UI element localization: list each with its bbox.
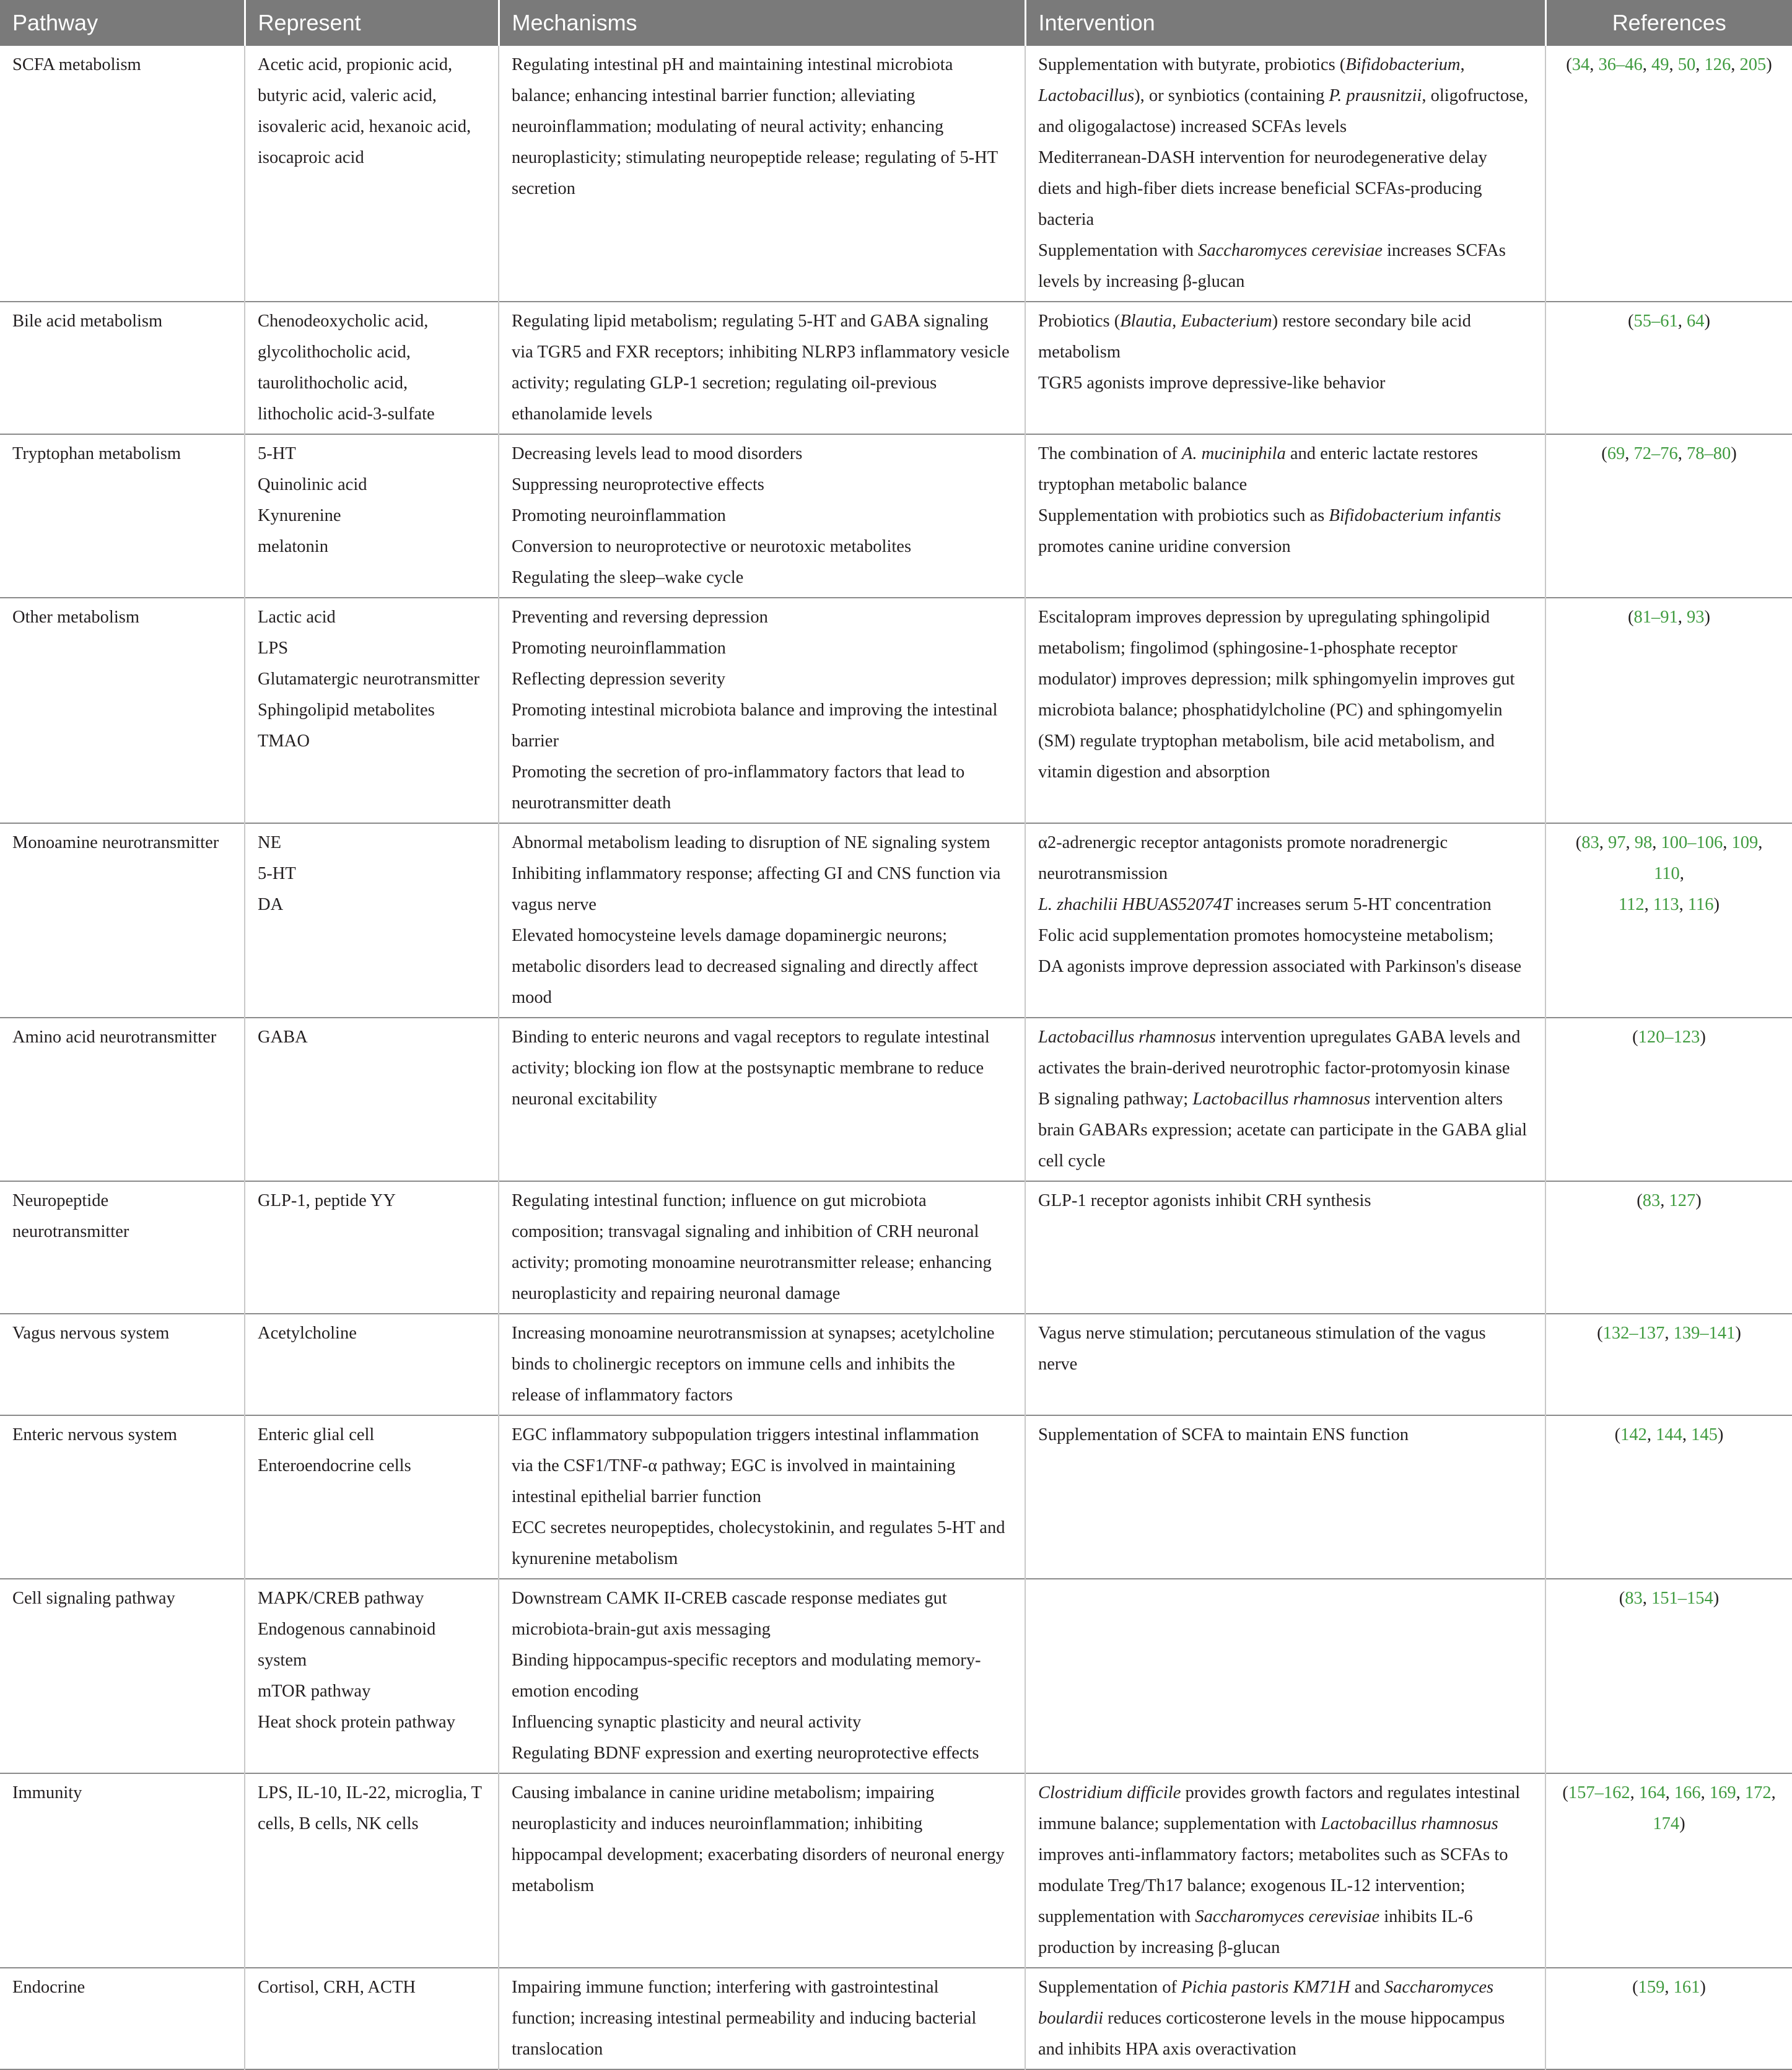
pathway-line: Immunity xyxy=(12,1783,82,1802)
table-row xyxy=(0,1018,1792,1181)
cell-references xyxy=(1545,434,1792,598)
represent-line: melatonin xyxy=(258,537,328,556)
cell-references xyxy=(1545,302,1792,434)
pathway-line: Bile acid metabolism xyxy=(12,312,163,331)
cell-represent xyxy=(245,1579,499,1773)
intervention-line: Supplementation of Pichia pastoris KM71H and Saccharomyces xyxy=(1038,1978,1494,1997)
intervention-line: improves anti-inflammatory factors; metabolites such as SCFAs to xyxy=(1038,1845,1508,1864)
represent-line: Cortisol, CRH, ACTH xyxy=(258,1978,416,1997)
cell-mechanisms xyxy=(499,1579,1025,1773)
intervention-line: bacteria xyxy=(1038,210,1095,229)
references-line: (55–61, 64) xyxy=(1628,312,1710,331)
mechanisms-line: Promoting neuroinflammation xyxy=(512,506,726,525)
references-line: (120–123) xyxy=(1632,1028,1706,1047)
table-row xyxy=(0,1181,1792,1314)
represent-line: Lactic acid xyxy=(258,608,336,627)
intervention-line: Mediterranean-DASH intervention for neurodegenerative delay xyxy=(1038,148,1487,167)
mechanisms-line: kynurenine metabolism xyxy=(512,1549,678,1568)
header-represent: Represent xyxy=(245,0,499,46)
mechanisms-line: Influencing synaptic plasticity and neural activity xyxy=(512,1713,862,1732)
mechanisms-line: neuroplasticity and induces neuroinflammation; inhibiting xyxy=(512,1814,923,1833)
represent-line: Kynurenine xyxy=(258,506,341,525)
references-line: (159, 161) xyxy=(1632,1978,1706,1997)
cell-references xyxy=(1545,1415,1792,1579)
intervention-line: metabolism; fingolimod (sphingosine-1-phosphate receptor xyxy=(1038,639,1458,658)
intervention-line: supplementation with Saccharomyces cerevisiae inhibits IL-6 xyxy=(1038,1907,1473,1926)
header-mechanisms: Mechanisms xyxy=(499,0,1025,46)
represent-line: Acetylcholine xyxy=(258,1324,357,1343)
pathway-line: Tryptophan metabolism xyxy=(12,444,181,463)
represent-line: taurolithocholic acid, xyxy=(258,373,408,393)
references-line: 174) xyxy=(1653,1814,1685,1833)
intervention-line: vitamin digestion and absorption xyxy=(1038,762,1270,782)
represent-line: Chenodeoxycholic acid, xyxy=(258,312,429,331)
intervention-line: production by increasing β-glucan xyxy=(1038,1938,1280,1957)
mechanisms-line: intestinal epithelial barrier function xyxy=(512,1487,761,1506)
intervention-line: Clostridium difficile provides growth factors and regulates intestinal xyxy=(1038,1783,1521,1802)
references-line: (142, 144, 145) xyxy=(1614,1425,1724,1444)
mechanisms-line: Downstream CAMK II-CREB cascade response mediates gut xyxy=(512,1589,947,1608)
table-row xyxy=(0,1579,1792,1773)
mechanisms-line: activity; blocking ion flow at the postsynaptic membrane to reduce xyxy=(512,1059,984,1078)
represent-line: LPS, IL-10, IL-22, microglia, T xyxy=(258,1783,482,1802)
cell-represent xyxy=(245,1181,499,1314)
represent-line: Glutamatergic neurotransmitter xyxy=(258,670,479,689)
table-row xyxy=(0,1773,1792,1968)
table-body xyxy=(0,46,1792,2069)
header-references: References xyxy=(1545,0,1792,46)
cell-mechanisms xyxy=(499,823,1025,1018)
cell-pathway xyxy=(0,46,245,302)
mechanisms-line: Impairing immune function; interfering with gastrointestinal xyxy=(512,1978,939,1997)
references-line: (34, 36–46, 49, 50, 126, 205) xyxy=(1566,55,1772,74)
intervention-line: levels by increasing β-glucan xyxy=(1038,272,1245,291)
represent-line: GLP-1, peptide YY xyxy=(258,1191,396,1210)
table-row xyxy=(0,1314,1792,1415)
table-row xyxy=(0,302,1792,434)
references-line: (81–91, 93) xyxy=(1628,608,1710,627)
cell-mechanisms xyxy=(499,1773,1025,1968)
cell-pathway xyxy=(0,598,245,823)
intervention-line: diets and high-fiber diets increase beneficial SCFAs-producing xyxy=(1038,179,1482,198)
mechanisms-line: Reflecting depression severity xyxy=(512,670,726,689)
cell-references xyxy=(1545,1773,1792,1968)
pathway-line: Vagus nervous system xyxy=(12,1324,170,1343)
cell-intervention xyxy=(1025,1579,1545,1773)
table-row xyxy=(0,434,1792,598)
mechanisms-line: ethanolamide levels xyxy=(512,404,653,424)
intervention-line: metabolism xyxy=(1038,343,1121,362)
represent-line: lithocholic acid-3-sulfate xyxy=(258,404,435,424)
mechanisms-line: via the CSF1/TNF-α pathway; EGC is involved in maintaining xyxy=(512,1456,956,1475)
cell-represent xyxy=(245,1773,499,1968)
intervention-line: Supplementation with butyrate, probiotics (Bifidobacterium, xyxy=(1038,55,1465,74)
intervention-line: immune balance; supplementation with Lactobacillus rhamnosus xyxy=(1038,1814,1498,1833)
intervention-line: GLP-1 receptor agonists inhibit CRH synthesis xyxy=(1038,1191,1371,1210)
mechanisms-line: activity; regulating GLP-1 secretion; regulating oil-previous xyxy=(512,373,937,393)
cell-mechanisms xyxy=(499,1415,1025,1579)
cell-pathway xyxy=(0,1579,245,1773)
intervention-line: promotes canine uridine conversion xyxy=(1038,537,1291,556)
table-row xyxy=(0,598,1792,823)
cell-intervention xyxy=(1025,434,1545,598)
cell-references xyxy=(1545,598,1792,823)
intervention-line: Lactobacillus rhamnosus intervention upregulates GABA levels and xyxy=(1038,1028,1521,1047)
represent-line: LPS xyxy=(258,639,289,658)
cell-intervention xyxy=(1025,302,1545,434)
mechanisms-line: Regulating the sleep–wake cycle xyxy=(512,568,744,587)
intervention-line: Supplementation of SCFA to maintain ENS function xyxy=(1038,1425,1409,1444)
mechanisms-line: balance; enhancing intestinal barrier function; alleviating xyxy=(512,86,916,105)
mechanisms-line: Regulating lipid metabolism; regulating 5-HT and GABA signaling xyxy=(512,312,989,331)
represent-line: cells, B cells, NK cells xyxy=(258,1814,419,1833)
intervention-line: Escitalopram improves depression by upregulating sphingolipid xyxy=(1038,608,1490,627)
represent-line: butyric acid, valeric acid, xyxy=(258,86,437,105)
cell-mechanisms xyxy=(499,434,1025,598)
cell-pathway xyxy=(0,302,245,434)
intervention-line: The combination of A. muciniphila and enteric lactate restores xyxy=(1038,444,1478,463)
header-intervention: Intervention xyxy=(1025,0,1545,46)
mechanisms-line: Preventing and reversing depression xyxy=(512,608,768,627)
cell-mechanisms xyxy=(499,1181,1025,1314)
mechanisms-line: neuroplasticity and repairing neuronal damage xyxy=(512,1284,841,1303)
cell-intervention xyxy=(1025,1415,1545,1579)
intervention-line: Supplementation with Saccharomyces cerevisiae increases SCFAs xyxy=(1038,241,1506,260)
pathway-line: Cell signaling pathway xyxy=(12,1589,175,1608)
mechanisms-line: metabolism xyxy=(512,1876,594,1895)
cell-pathway xyxy=(0,1968,245,2069)
cell-represent xyxy=(245,434,499,598)
cell-represent xyxy=(245,1415,499,1579)
cell-references xyxy=(1545,823,1792,1018)
mechanisms-line: Decreasing levels lead to mood disorders xyxy=(512,444,803,463)
intervention-line: (SM) regulate tryptophan metabolism, bile acid metabolism, and xyxy=(1038,731,1495,751)
mechanisms-line: Inhibiting inflammatory response; affecting GI and CNS function via xyxy=(512,864,1001,883)
references-line: (69, 72–76, 78–80) xyxy=(1601,444,1737,463)
cell-pathway xyxy=(0,823,245,1018)
cell-mechanisms xyxy=(499,46,1025,302)
pathway-line: Amino acid neurotransmitter xyxy=(12,1028,217,1047)
table-row xyxy=(0,1415,1792,1579)
mechanisms-line: Binding to enteric neurons and vagal receptors to regulate intestinal xyxy=(512,1028,990,1047)
intervention-line: L. zhachilii HBUAS52074T increases serum 5-HT concentration xyxy=(1038,895,1492,914)
mechanisms-line: neurotransmitter death xyxy=(512,793,671,813)
intervention-line: neurotransmission xyxy=(1038,864,1168,883)
table-row xyxy=(0,46,1792,302)
represent-line: Enteric glial cell xyxy=(258,1425,375,1444)
cell-mechanisms xyxy=(499,1314,1025,1415)
mechanisms-line: ECC secretes neuropeptides, cholecystokinin, and regulates 5-HT and xyxy=(512,1518,1005,1537)
cell-represent xyxy=(245,823,499,1018)
header-row xyxy=(0,0,1792,46)
intervention-line: cell cycle xyxy=(1038,1151,1106,1171)
represent-line: TMAO xyxy=(258,731,310,751)
intervention-line: DA agonists improve depression associated with Parkinson's disease xyxy=(1038,957,1522,976)
represent-line: GABA xyxy=(258,1028,308,1047)
cell-pathway xyxy=(0,1773,245,1968)
mechanisms-line: EGC inflammatory subpopulation triggers intestinal inflammation xyxy=(512,1425,979,1444)
mechanisms-line: neuronal excitability xyxy=(512,1090,658,1109)
represent-line: Endogenous cannabinoid xyxy=(258,1620,436,1639)
represent-line: 5-HT xyxy=(258,864,296,883)
cell-references xyxy=(1545,1968,1792,2069)
represent-line: MAPK/CREB pathway xyxy=(258,1589,424,1608)
intervention-line: modulator) improves depression; milk sphingomyelin improves gut xyxy=(1038,670,1515,689)
pathway-line: Monoamine neurotransmitter xyxy=(12,833,219,852)
mechanisms-line: Binding hippocampus-specific receptors and modulating memory- xyxy=(512,1651,981,1670)
intervention-line: activates the brain-derived neurotrophic factor-protomyosin kinase xyxy=(1038,1059,1510,1078)
table-row xyxy=(0,823,1792,1018)
mechanisms-line: hippocampal development; exacerbating disorders of neuronal energy xyxy=(512,1845,1005,1864)
cell-intervention xyxy=(1025,598,1545,823)
cell-intervention xyxy=(1025,1314,1545,1415)
pathway-line: Other metabolism xyxy=(12,608,139,627)
pathway-line: Neuropeptide xyxy=(12,1191,109,1210)
intervention-line: Lactobacillus), or synbiotics (containing P. prausnitzii, oligofructose, xyxy=(1038,86,1529,105)
mechanisms-line: binds to cholinergic receptors on immune cells and inhibits the xyxy=(512,1355,955,1374)
represent-line: NE xyxy=(258,833,281,852)
mechanisms-line: Elevated homocysteine levels damage dopaminergic neurons; xyxy=(512,926,948,945)
cell-mechanisms xyxy=(499,1018,1025,1181)
mechanisms-line: mood xyxy=(512,988,552,1007)
table-row xyxy=(0,1968,1792,2069)
cell-references xyxy=(1545,1181,1792,1314)
cell-represent xyxy=(245,1314,499,1415)
pathway-line: neurotransmitter xyxy=(12,1222,129,1241)
mechanisms-line: via TGR5 and FXR receptors; inhibiting NLRP3 inflammatory vesicle xyxy=(512,343,1010,362)
cell-pathway xyxy=(0,1018,245,1181)
references-line: 112, 113, 116) xyxy=(1618,895,1720,914)
cell-mechanisms xyxy=(499,1968,1025,2069)
intervention-line: Supplementation with probiotics such as Bifidobacterium infantis xyxy=(1038,506,1501,525)
references-line: (132–137, 139–141) xyxy=(1597,1324,1741,1343)
mechanisms-line: Regulating BDNF expression and exerting neuroprotective effects xyxy=(512,1744,979,1763)
cell-represent xyxy=(245,598,499,823)
represent-line: DA xyxy=(258,895,284,914)
cell-intervention xyxy=(1025,46,1545,302)
cell-represent xyxy=(245,1968,499,2069)
cell-references xyxy=(1545,46,1792,302)
represent-line: Sphingolipid metabolites xyxy=(258,701,435,720)
represent-line: isovaleric acid, hexanoic acid, xyxy=(258,117,471,136)
cell-references xyxy=(1545,1314,1792,1415)
cell-intervention xyxy=(1025,1773,1545,1968)
mechanisms-line: barrier xyxy=(512,731,559,751)
mechanisms-line: Abnormal metabolism leading to disruption of NE signaling system xyxy=(512,833,990,852)
cell-represent xyxy=(245,46,499,302)
intervention-line: Probiotics (Blautia, Eubacterium) restore secondary bile acid xyxy=(1038,312,1471,331)
mechanisms-line: emotion encoding xyxy=(512,1682,639,1701)
intervention-line: microbiota balance; phosphatidylcholine (PC) and sphingomyelin xyxy=(1038,701,1503,720)
mechanisms-line: function; increasing intestinal permeability and inducing bacterial xyxy=(512,2009,977,2028)
cell-pathway xyxy=(0,1181,245,1314)
references-line: (83, 151–154) xyxy=(1619,1589,1720,1608)
mechanisms-line: composition; transvagal signaling and inhibition of CRH neuronal xyxy=(512,1222,979,1241)
mechanisms-line: vagus nerve xyxy=(512,895,597,914)
references-line: (83, 97, 98, 100–106, 109, 110, xyxy=(1575,833,1763,883)
mechanisms-line: Conversion to neuroprotective or neurotoxic metabolites xyxy=(512,537,912,556)
cell-pathway xyxy=(0,1415,245,1579)
cell-represent xyxy=(245,1018,499,1181)
represent-line: glycolithocholic acid, xyxy=(258,343,411,362)
intervention-line: and oligogalactose) increased SCFAs levels xyxy=(1038,117,1347,136)
cell-references xyxy=(1545,1579,1792,1773)
intervention-line: and inhibits HPA axis overactivation xyxy=(1038,2040,1296,2059)
intervention-line: nerve xyxy=(1038,1355,1078,1374)
cell-pathway xyxy=(0,1314,245,1415)
intervention-line: Vagus nerve stimulation; percutaneous stimulation of the vagus xyxy=(1038,1324,1486,1343)
intervention-line: Folic acid supplementation promotes homocysteine metabolism; xyxy=(1038,926,1494,945)
mechanisms-line: Causing imbalance in canine uridine metabolism; impairing xyxy=(512,1783,935,1802)
intervention-line: tryptophan metabolic balance xyxy=(1038,475,1248,494)
cell-intervention xyxy=(1025,1018,1545,1181)
represent-line: Quinolinic acid xyxy=(258,475,367,494)
pathway-line: SCFA metabolism xyxy=(12,55,141,74)
cell-intervention xyxy=(1025,823,1545,1018)
references-line: (83, 127) xyxy=(1637,1191,1702,1210)
represent-line: Enteroendocrine cells xyxy=(258,1456,411,1475)
mechanisms-line: Promoting the secretion of pro-inflammatory factors that lead to xyxy=(512,762,965,782)
intervention-line: α2-adrenergic receptor antagonists promote noradrenergic xyxy=(1038,833,1448,852)
mechanisms-line: Suppressing neuroprotective effects xyxy=(512,475,764,494)
mechanisms-line: metabolic disorders lead to decreased signaling and directly affect xyxy=(512,957,978,976)
mechanisms-line: release of inflammatory factors xyxy=(512,1386,733,1405)
mechanisms-line: neuroinflammation; modulating of neural activity; enhancing xyxy=(512,117,944,136)
cell-mechanisms xyxy=(499,598,1025,823)
represent-line: 5-HT xyxy=(258,444,296,463)
mechanisms-line: secretion xyxy=(512,179,575,198)
mechanisms-line: Regulating intestinal function; influence on gut microbiota xyxy=(512,1191,927,1210)
represent-line: mTOR pathway xyxy=(258,1682,371,1701)
represent-line: Heat shock protein pathway xyxy=(258,1713,455,1732)
mechanisms-line: microbiota-brain-gut axis messaging xyxy=(512,1620,771,1639)
represent-line: Acetic acid, propionic acid, xyxy=(258,55,453,74)
mechanisms-line: activity; promoting monoamine neurotransmitter release; enhancing xyxy=(512,1253,992,1272)
header-pathway: Pathway xyxy=(0,0,245,46)
intervention-line: boulardii reduces corticosterone levels in the mouse hippocampus xyxy=(1038,2009,1505,2028)
intervention-line: TGR5 agonists improve depressive-like behavior xyxy=(1038,373,1386,393)
cell-represent xyxy=(245,302,499,434)
cell-references xyxy=(1545,1018,1792,1181)
intervention-line: B signaling pathway; Lactobacillus rhamnosus intervention alters xyxy=(1038,1090,1503,1109)
mechanisms-line: Promoting intestinal microbiota balance and improving the intestinal xyxy=(512,701,998,720)
intervention-line: modulate Treg/Th17 balance; exogenous IL-12 intervention; xyxy=(1038,1876,1466,1895)
mechanisms-line: translocation xyxy=(512,2040,603,2059)
cell-intervention xyxy=(1025,1968,1545,2069)
pathway-line: Enteric nervous system xyxy=(12,1425,177,1444)
mechanisms-line: Promoting neuroinflammation xyxy=(512,639,726,658)
mechanisms-line: Increasing monoamine neurotransmission at synapses; acetylcholine xyxy=(512,1324,995,1343)
intervention-line: brain GABARs expression; acetate can participate in the GABA glial xyxy=(1038,1120,1528,1140)
references-line: (157–162, 164, 166, 169, 172, xyxy=(1562,1783,1776,1802)
cell-pathway xyxy=(0,434,245,598)
represent-line: isocaproic acid xyxy=(258,148,364,167)
mechanisms-line: neuroplasticity; stimulating neuropeptide release; regulating of 5-HT xyxy=(512,148,999,167)
mechanisms-line: Regulating intestinal pH and maintaining intestinal microbiota xyxy=(512,55,953,74)
pathway-line: Endocrine xyxy=(12,1978,85,1997)
cell-intervention xyxy=(1025,1181,1545,1314)
represent-line: system xyxy=(258,1651,307,1670)
cell-mechanisms xyxy=(499,302,1025,434)
